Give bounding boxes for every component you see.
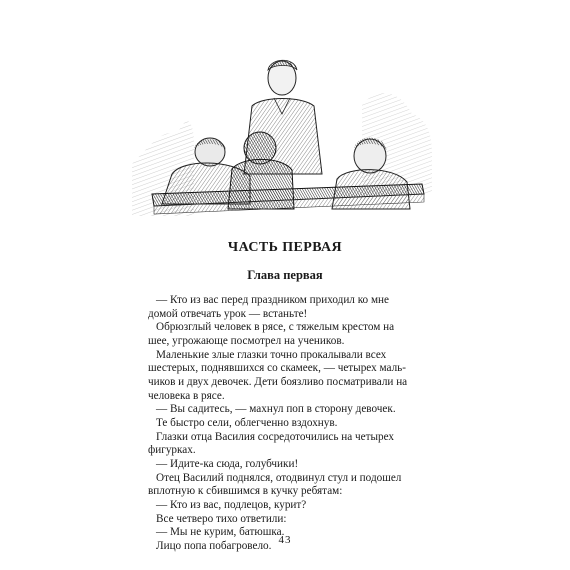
text-line: Маленькие злые глазки точно прокалывали всех (156, 348, 387, 361)
classroom-illustration (132, 44, 432, 216)
text-line: чиков и двух девочек. Дети боязливо посматривали на (148, 375, 408, 388)
text-line: Обрюзглый человек в рясе, с тяжелым крестом на (156, 321, 395, 334)
text-line: Все четверо тихо ответили: (156, 512, 287, 525)
text-line: домой отвечать урок — встаньте! (148, 307, 308, 320)
text-line: Отец Василий поднялся, отодвинул стул и подошел (156, 471, 402, 484)
text-line: человека в рясе. (148, 389, 225, 402)
part-title: ЧАСТЬ ПЕРВАЯ (227, 240, 343, 255)
text-line: — Вы садитесь, — махнул поп в сторону девочек. (156, 403, 396, 416)
chapter-title: Глава первая (247, 268, 323, 282)
text-line: шее, угрожающе посмотрел на учеников. (148, 334, 345, 347)
body-text (148, 294, 438, 553)
text-line: — Мы не курим, батюшка. (156, 526, 285, 539)
text-line: Те быстро сели, облегченно вздохнув. (156, 416, 338, 429)
text-line: — Кто из вас перед праздником приходил ко мне (156, 294, 389, 306)
text-line: Лицо попа побагровело. (156, 539, 272, 552)
text-line: фигурках. (148, 444, 196, 457)
page-number: 43 (278, 534, 292, 546)
text-line: шестерых, поднявшихся со скамеек, — четырех маль- (148, 362, 406, 375)
text-line: вплотную к сбившимся в кучку ребятам: (148, 485, 343, 498)
text-line: — Кто из вас, подлецов, курит? (156, 498, 307, 511)
text-line: Глазки отца Василия сосредоточились на четырех (156, 430, 394, 443)
text-line: — Идите-ка сюда, голубчики! (156, 457, 299, 470)
